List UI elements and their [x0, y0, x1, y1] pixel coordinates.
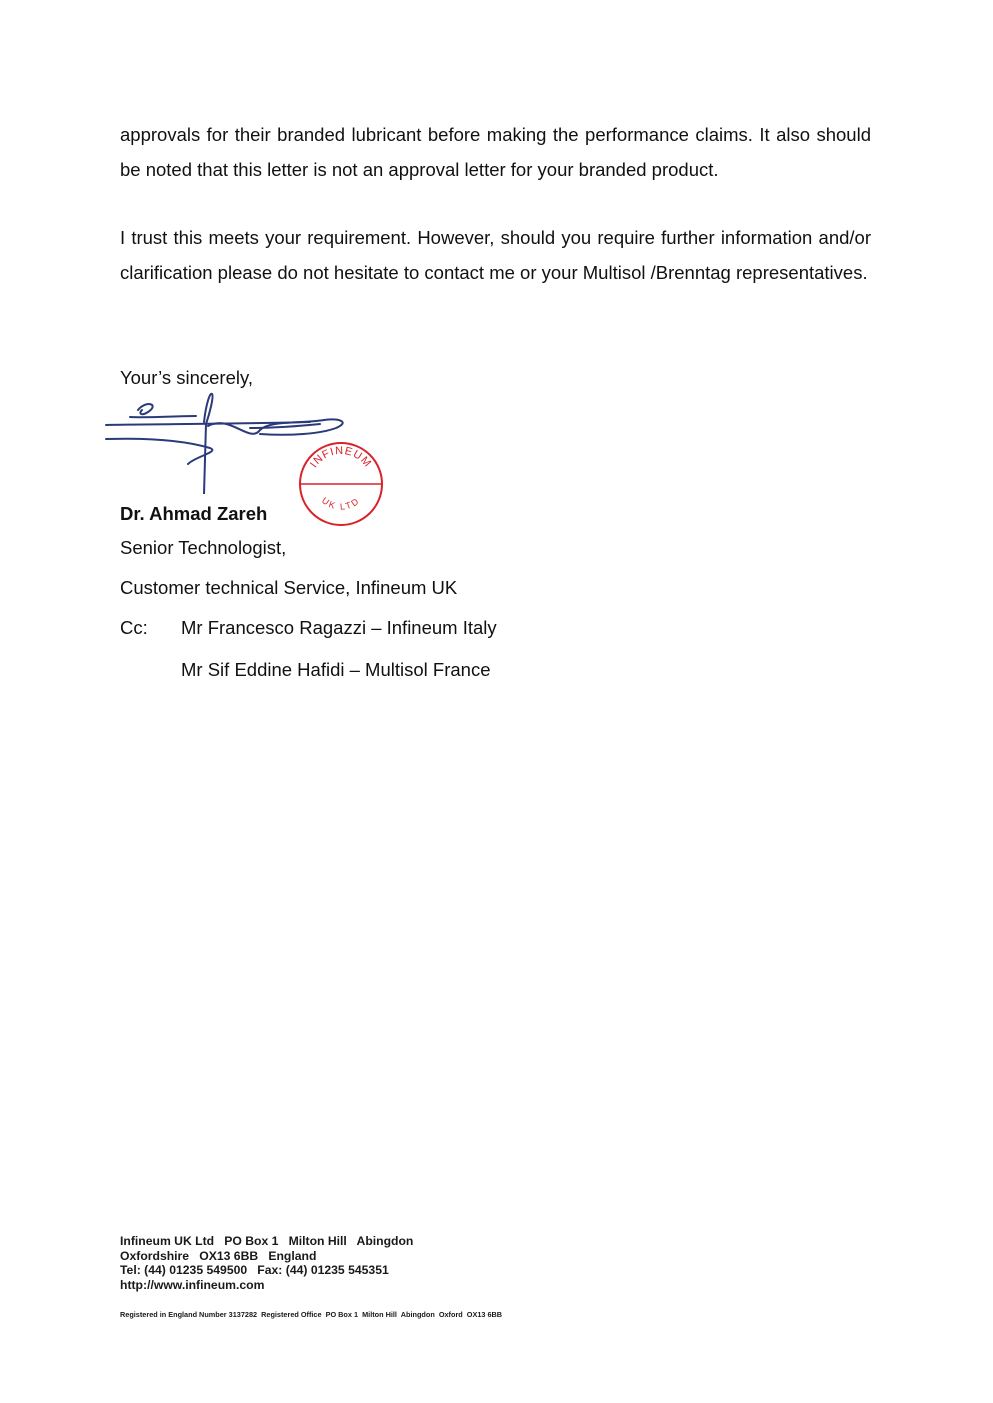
stamp-bottom-text: UK LTD: [319, 495, 363, 512]
svg-text:UK LTD: [320, 495, 362, 511]
cc-recipient-1: Mr Francesco Ragazzi – Infineum Italy: [181, 617, 497, 638]
svg-text:INFINEUM: [308, 445, 374, 470]
signatory-name: Dr. Ahmad Zareh: [120, 503, 268, 524]
cc-label: Cc:: [120, 617, 148, 638]
closing-salutation: Your’s sincerely,: [120, 367, 253, 388]
footer-registration-notice: Registered in England Number 3137282 Registered Office PO Box 1 Milton Hill Abingdon Oxford OX13 6BB: [120, 1310, 503, 1319]
cc-recipient-2: Mr Sif Eddine Hafidi – Multisol France: [181, 659, 491, 680]
signatory-title: Senior Technologist,: [120, 537, 287, 558]
signatory-department: Customer technical Service, Infineum UK: [120, 577, 458, 598]
stamp-top-text: INFINEUM: [307, 444, 374, 471]
footer-address-line: Oxfordshire OX13 6BB England: [120, 1248, 317, 1263]
footer-address-line: Infineum UK Ltd PO Box 1 Milton Hill Abingdon: [120, 1234, 414, 1248]
footer-contact-block: [120, 1234, 413, 1292]
footer-website-link[interactable]: http://www.infineum.com: [120, 1277, 265, 1292]
body-paragraph-1: approvals for their branded lubricant before making the performance claims. It also should be noted that this letter is not an approval letter for your branded product.: [120, 124, 871, 180]
company-stamp: [297, 440, 385, 528]
body-paragraph-2: I trust this meets your requirement. However, should you require further information and/or clarification please do not hesitate to contact me or your Multisol /Brenntag representatives.: [120, 227, 871, 283]
footer-phone-fax: Tel: (44) 01235 549500 Fax: (44) 01235 545351: [120, 1263, 389, 1278]
